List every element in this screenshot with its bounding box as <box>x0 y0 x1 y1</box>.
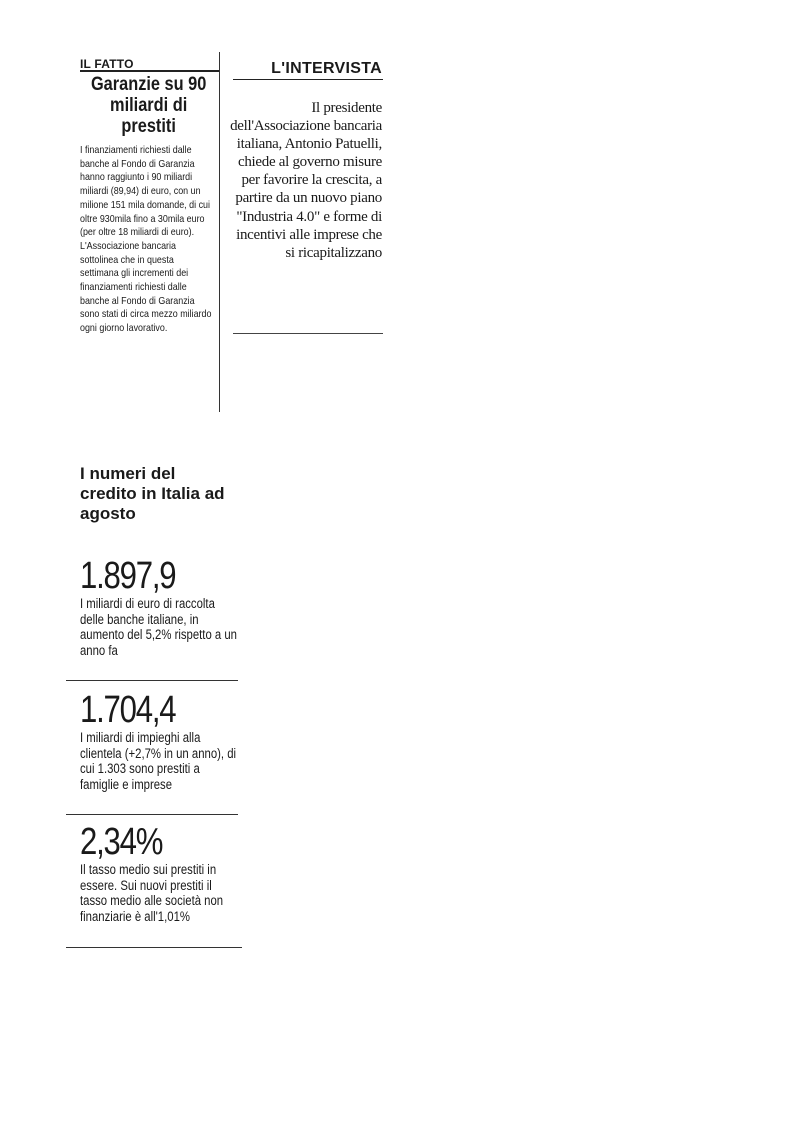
stat-description: I miliardi di impieghi alla clientela (+2,7% in un anno), di cui 1.303 sono prestiti a famiglie e imprese <box>80 730 237 792</box>
fatto-vertical-rule <box>219 52 220 412</box>
stat-value: 2,34% <box>80 821 163 863</box>
stat-divider <box>66 947 242 948</box>
intervista-bottom-rule <box>233 333 383 334</box>
stat-tasso-medio <box>80 822 242 924</box>
stat-divider <box>66 680 238 681</box>
numeri-title: I numeri del credito in Italia ad agosto <box>80 464 225 523</box>
stat-value: 1.704,4 <box>80 689 176 731</box>
stat-description: I miliardi di euro di raccolta delle banche italiane, in aumento del 5,2% rispetto a un anno fa <box>80 596 237 658</box>
fatto-body-text: I finanziamenti richiesti dalle banche al Fondo di Garanzia hanno raggiunto i 90 miliardi miliardi (89,94) di euro, con un milione 151 mila domande, di cui oltre 930mila fino a 30mila euro (per oltre 18 miliardi di euro). L'Associazione bancaria sottolinea che in questa settimana gli incrementi dei finanziamenti richiesti dalle banche al Fondo di Garanzia sono stati di circa mezzo miliardo ogni giorno lavorativo. <box>80 144 212 335</box>
stat-impieghi <box>80 690 242 792</box>
fatto-kicker: IL FATTO <box>80 57 134 71</box>
stat-divider <box>66 814 238 815</box>
intervista-summary: Il presidente dell'Associazione bancaria italiana, Antonio Patuelli, chiede al governo misure per favorire la crescita, a partire da un nuovo piano "Industria 4.0" e forme di incentivi alle imprese che si ricapitalizzano <box>230 100 382 261</box>
fatto-top-rule <box>80 70 220 72</box>
stat-raccolta <box>80 556 242 658</box>
fatto-headline: Garanzie su 90 miliardi di prestiti <box>90 74 207 137</box>
intervista-kicker: L'INTERVISTA <box>271 60 382 77</box>
stat-value: 1.897,9 <box>80 555 176 597</box>
stat-description: Il tasso medio sui prestiti in essere. Sui nuovi prestiti il tasso medio alle società non finanziarie è all'1,01% <box>80 862 224 924</box>
intervista-top-rule <box>233 79 383 80</box>
